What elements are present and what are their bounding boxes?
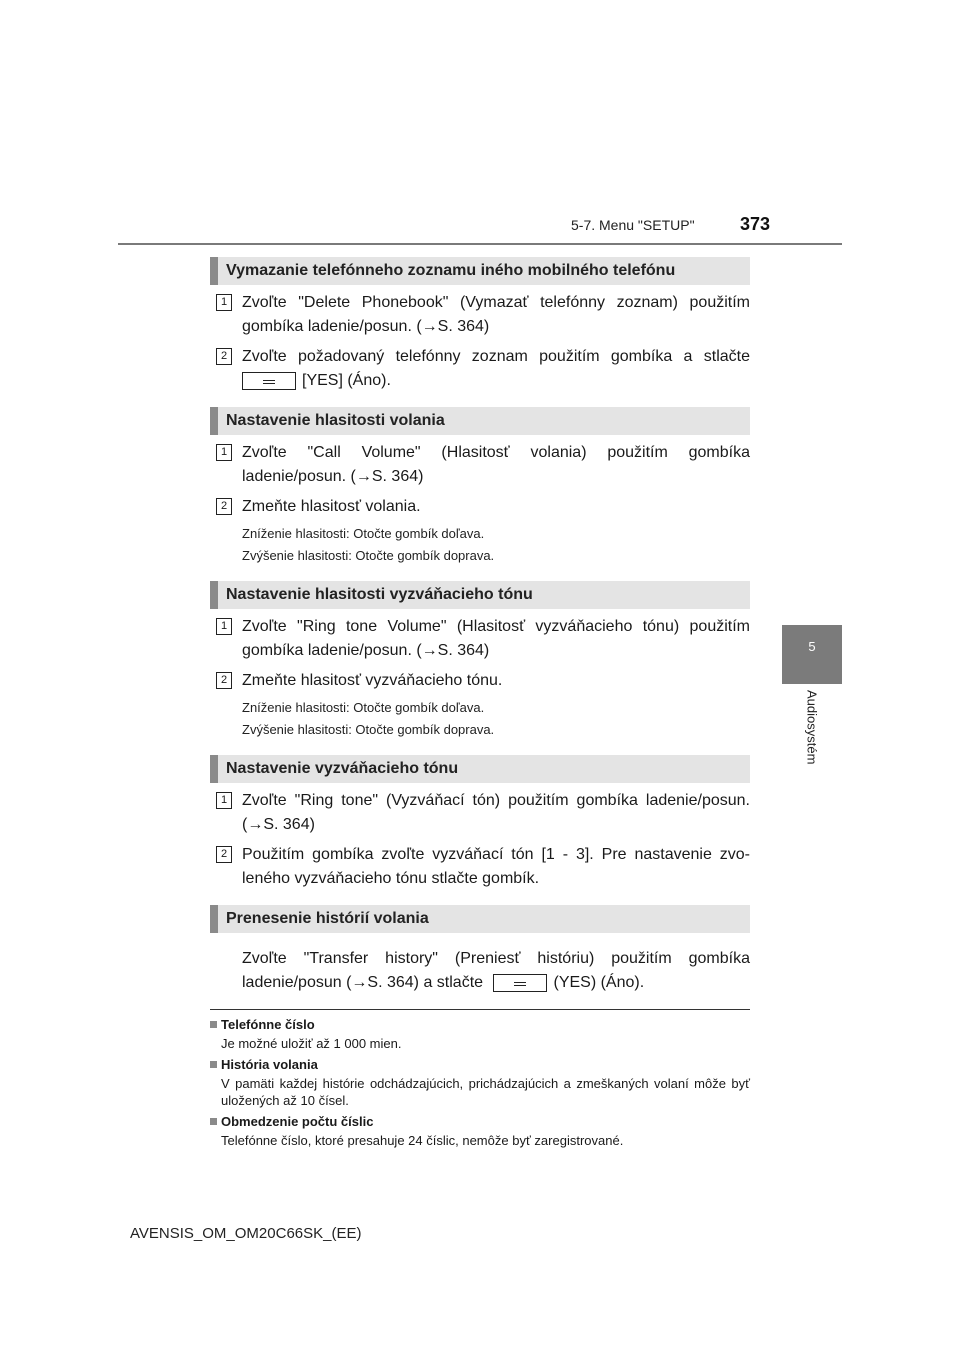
step-text: Použitím gombíka zvoľte vyzváňací tón [1 - 3]. Pre nastavenie zvoleného vyzváňacieho tónu stlačte gombík. [242, 846, 750, 887]
step-text: Zvoľte požadovaný telefónny zoznam použitím gombíka a stlačte [242, 348, 750, 365]
square-bullet-icon [210, 1118, 217, 1125]
paragraph-text-after: (YES) (Áno). [553, 974, 645, 991]
info-heading [210, 1113, 750, 1130]
info-heading-text: Obmedzenie počtu číslic [221, 1114, 374, 1129]
header-divider [118, 243, 842, 245]
step-number: 1 [216, 792, 232, 809]
info-heading-text: Telefónne číslo [221, 1017, 315, 1032]
section-title: Prenesenie histórií volania [226, 910, 429, 927]
step [210, 291, 750, 339]
section-title: Nastavenie hlasitosti vyzváňacieho tónu [226, 586, 533, 603]
step-text-after: [YES] (Áno). [302, 372, 391, 389]
section-title: Nastavenie vyzváňacieho tónu [226, 760, 459, 777]
section-heading [210, 905, 750, 933]
step [210, 441, 750, 489]
info-divider [210, 1009, 750, 1010]
section-heading [210, 257, 750, 285]
info-body: Je možné uložiť až 1 000 mien. [221, 1036, 402, 1051]
step-text: Zvoľte "Delete Phonebook" (Vymazať telefónny zoznam) použitím gombíka ladenie/posun. (→S. 364) [242, 294, 750, 335]
step-text: Zvoľte "Call Volume" (Hlasitosť volania) použitím gombíka ladenie/posun. (→S. 364) [242, 444, 750, 485]
step-text: Zvoľte "Ring tone" (Vyzváňací tón) použitím gombíka ladenie/posun. (→S. 364) [242, 792, 750, 833]
square-bullet-icon [210, 1021, 217, 1028]
section-heading [210, 581, 750, 609]
heading-bar [210, 755, 218, 783]
info-body: V pamäti každej histórie odchádzajúcich, prichádzajúcich a zmeškaných volaní môže byť uložených až 10 čísel. [221, 1076, 750, 1108]
section-title: Vymazanie telefónneho zoznamu iného mobilného telefónu [226, 262, 676, 279]
info-heading-text: História volania [221, 1057, 318, 1072]
step-number: 2 [216, 846, 232, 863]
step-number: 1 [216, 294, 232, 311]
section-header: 5-7. Menu "SETUP" [571, 217, 695, 233]
step [210, 615, 750, 663]
step-number: 1 [216, 618, 232, 635]
main-content [210, 257, 750, 1149]
section-title: Nastavenie hlasitosti volania [226, 412, 445, 429]
section-heading [210, 755, 750, 783]
note: Zvýšenie hlasitosti: Otočte gombík doprava. [242, 722, 495, 737]
step [210, 495, 750, 519]
step [210, 669, 750, 693]
step-text: Zvoľte "Ring tone Volume" (Hlasitosť vyzváňacieho tónu) použitím gombíka ladenie/posun. (→S. 364) [242, 618, 750, 659]
footer-doc-id: AVENSIS_OM_OM20C66SK_(EE) [130, 1225, 362, 1242]
step-number: 2 [216, 672, 232, 689]
info-block [210, 1016, 750, 1149]
heading-bar [210, 581, 218, 609]
square-bullet-icon [210, 1061, 217, 1068]
chapter-label [782, 690, 842, 790]
step-number: 2 [216, 498, 232, 515]
enter-button-icon [493, 974, 547, 992]
heading-bar [210, 407, 218, 435]
info-heading [210, 1016, 750, 1033]
enter-button-icon [242, 372, 296, 390]
chapter-tab: 5 [782, 625, 842, 684]
step-text: Zmeňte hlasitosť volania. [242, 498, 421, 515]
paragraph-text: Zvoľte "Transfer history" (Preniesť históriu) použitím gombíka ladenie/posun (→S. 364) a stlačte [242, 950, 750, 991]
info-heading [210, 1056, 750, 1073]
page-number: 373 [740, 214, 771, 234]
note: Zníženie hlasitosti: Otočte gombík doľava. [242, 700, 485, 715]
heading-bar [210, 257, 218, 285]
paragraph [210, 947, 750, 995]
info-body: Telefónne číslo, ktoré presahuje 24 číslic, nemôže byť zaregistrované. [221, 1133, 624, 1148]
chapter-label-text: Audiosystém [804, 690, 820, 765]
heading-bar [210, 905, 218, 933]
section-heading [210, 407, 750, 435]
step [210, 345, 750, 393]
step-number: 2 [216, 348, 232, 365]
step-text: Zmeňte hlasitosť vyzváňacieho tónu. [242, 672, 503, 689]
step-number: 1 [216, 444, 232, 461]
note: Zvýšenie hlasitosti: Otočte gombík doprava. [242, 548, 495, 563]
note: Zníženie hlasitosti: Otočte gombík doľava. [242, 526, 485, 541]
step [210, 789, 750, 837]
step [210, 843, 750, 891]
